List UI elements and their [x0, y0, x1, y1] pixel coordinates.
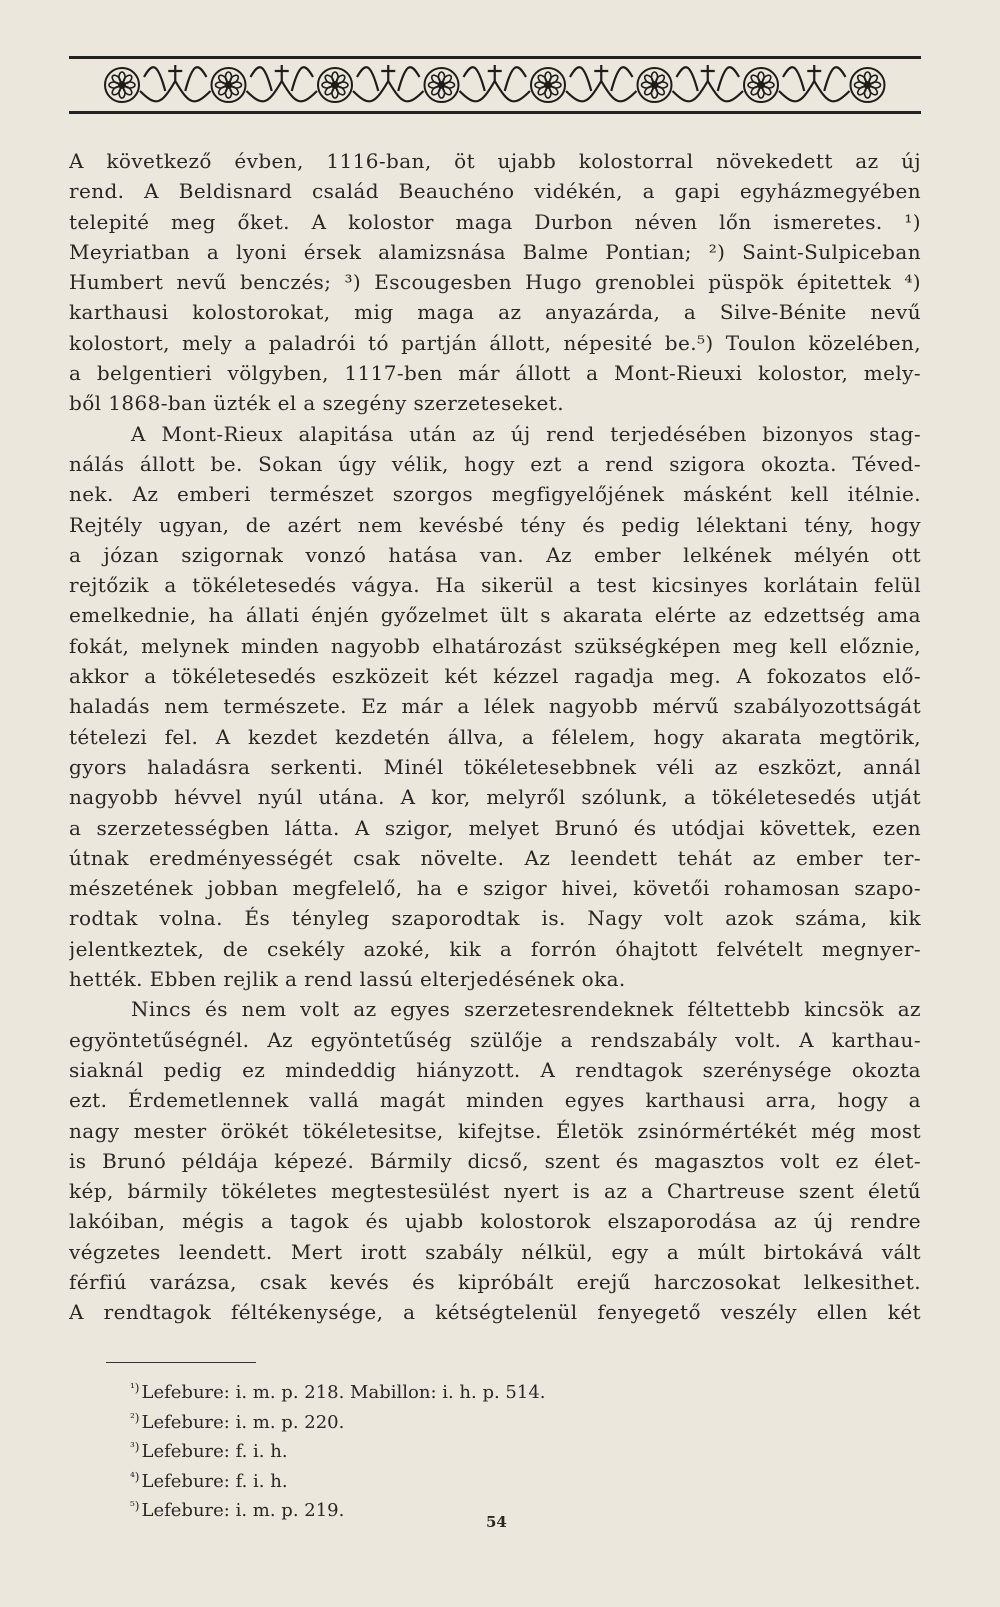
text-line: lakóiban, mégis a tagok és ujabb kolostorok elszaporodása az új rendre: [69, 1209, 921, 1234]
text-line: hették. Ebben rejlik a rend lassú elterjedésének oka.: [69, 967, 626, 992]
text-line: útnak eredményességét csak növelte. Az leendett tehát az ember ter-: [69, 845, 921, 870]
footnote: [130, 1435, 730, 1465]
text-line: Nincs és nem volt az egyes szerzetesrendeknek féltettebb kincsök az: [131, 997, 921, 1022]
text-line: a belgentieri völgyben, 1117-ben már állott a Mont-Rieuxi kolostor, mely-: [69, 361, 921, 386]
rosette-icon: [425, 68, 459, 102]
footnote-mark: ⁴): [130, 1469, 140, 1484]
text-line: egyöntetűségnél. Az egyöntetűség szülője a rendszabály volt. A karthau-: [69, 1027, 921, 1052]
footnote-mark: ⁵): [130, 1499, 140, 1513]
footnote-text: Lefebure: i. m. p. 218. Mabillon: i. h. p. 514.: [141, 1382, 546, 1403]
ornamental-header-border: [69, 56, 921, 114]
scroll-vine-icon: [353, 65, 424, 101]
rosette-icon: [531, 68, 565, 102]
rosette-icon: [318, 68, 352, 102]
text-line: rend. A Beldisnard család Beauchéno vidékén, a gapi egyházmegyében: [69, 179, 921, 204]
text-line: rejtőzik a tökéletesedés vágya. Ha sikerül a test kicsinyes korlátain felül: [69, 573, 921, 598]
rosette-icon: [105, 68, 139, 102]
text-line: nagy mester örökét tökéletesitse, kifejtse. Életök zsinórmértékét még most: [69, 1118, 921, 1143]
text-line: a józan szigornak vonzó hatása van. Az ember lelkének mélyén ott: [69, 542, 921, 567]
footnote: [130, 1494, 730, 1524]
text-line: nek. Az emberi természet szorgos megfigyelőjének másként kell itélnie.: [69, 482, 921, 507]
text-line: jelentkeztek, de csekély azoké, kik a forrón óhajtott felvételt megnyer-: [69, 936, 921, 961]
text-line: kép, bármily tökéletes megtestesülést nyert is az a Chartreuse szent életű: [69, 1179, 921, 1204]
scroll-vine-icon: [779, 65, 850, 101]
text-line: ezt. Érdemetlennek vallá magát minden egyes karthausi arra, hogy a: [69, 1088, 921, 1113]
footnote-text: Lefebure: i. m. p. 220.: [141, 1411, 345, 1433]
scroll-vine-icon: [140, 65, 211, 101]
rosette-icon: [212, 68, 246, 102]
footnote-mark: ¹): [130, 1381, 140, 1395]
footnote-text: Lefebure: i. m. p. 219.: [141, 1500, 345, 1521]
text-line: is Brunó példája képezé. Bármily dicső, szent és magasztos volt ez élet-: [69, 1148, 921, 1173]
footnote-text: Lefebure: f. i. h.: [141, 1441, 288, 1462]
text-line: kolostort, mely a paladrói tó partján állott, népesité be.⁵) Toulon közelében,: [69, 330, 921, 355]
footnotes: [130, 1376, 730, 1524]
text-line: emelkednie, ha állati énjén győzelmet ült s akarata elérte az edzettség ama: [69, 603, 921, 628]
text-line: A rendtagok féltékenysége, a kétségtelenül fenyegető veszély ellen két: [69, 1300, 921, 1325]
page-number: 54: [486, 1513, 507, 1531]
text-line: A Mont-Rieux alapitása után az új rend terjedésében bizonyos stag-: [131, 421, 921, 446]
rosette-icon: [744, 68, 778, 102]
scroll-vine-icon: [460, 65, 531, 101]
text-line: siaknál pedig ez mindeddig hiányzott. A rendtagok szerénysége okozta: [69, 1057, 921, 1082]
text-line: a szerzetességben látta. A szigor, melyet Brunó és utódjai követtek, ezen: [69, 815, 921, 840]
text-line: telepité meg őket. A kolostor maga Durbon néven lőn ismeretes. ¹): [69, 209, 921, 234]
text-line: ből 1868-ban üzték el a szegény szerzeteseket.: [69, 391, 564, 416]
text-line: nagyobb hévvel nyúl utána. A kor, melyről szólunk, a tökéletesedés utját: [69, 785, 921, 810]
scroll-vine-icon: [673, 65, 744, 101]
text-line: férfiú varázsa, csak kevés és kipróbált erejű harczosokat lelkesithet.: [69, 1269, 921, 1294]
scroll-vine-icon: [566, 65, 637, 101]
text-line: A következő évben, 1116-ban, öt ujabb kolostorral növekedett az új: [69, 149, 921, 173]
text-line: fokát, melynek minden nagyobb elhatározást szükségképen meg kell előznie,: [69, 633, 921, 658]
footnote-mark: ³): [130, 1440, 140, 1454]
text-line: rodtak volna. És tényleg szaporodtak is. Nagy volt azok száma, kik: [69, 906, 921, 931]
text-line: nálás állott be. Sokan úgy vélik, hogy ezt a rend szigora okozta. Téved-: [69, 451, 921, 476]
scroll-vine-icon: [247, 65, 318, 101]
text-line: végzetes leendett. Mert irott szabály nélkül, egy a múlt birtokává vált: [69, 1239, 921, 1264]
rosette-icon: [851, 68, 885, 102]
text-line: mészetének jobban megfelelő, ha e szigor hivei, követői rohamosan szapo-: [69, 876, 921, 901]
rosette-icon: [638, 68, 672, 102]
footnote-mark: ²): [130, 1410, 140, 1425]
footnote-text: Lefebure: f. i. h.: [141, 1470, 288, 1492]
ornament-frieze-icon: [69, 59, 921, 111]
text-line: gyors haladásra serkenti. Minél tökéletesebbnek véli az eszközt, annál: [69, 754, 921, 779]
body-text: [69, 146, 921, 1328]
text-line: Rejtély ugyan, de azért nem kevésbé tény és pedig lélektani tény, hogy: [69, 512, 921, 537]
text-line: Meyriatban a lyoni érsek alamizsnása Balme Pontian; ²) Saint-Sulpiceban: [69, 239, 921, 264]
text-line: tételezi fel. A kezdet kezdetén állva, a félelem, hogy akarata megtörik,: [69, 724, 921, 749]
footnote: [130, 1376, 730, 1406]
footnote: [130, 1406, 730, 1436]
text-line: Humbert nevű benczés; ³) Escougesben Hugo grenoblei püspök épitettek ⁴): [69, 270, 921, 295]
text-line: akkor a tökéletesedés eszközeit két kézzel ragadja meg. A fokozatos elő-: [69, 664, 921, 689]
text-line: karthausi kolostorokat, mig maga az anyazárda, a Silve-Bénite nevű: [69, 300, 921, 325]
footnote-divider: [106, 1362, 256, 1363]
text-line: haladás nem természete. Ez már a lélek nagyobb mérvű szabályozottságát: [69, 694, 921, 719]
footnote: [130, 1465, 730, 1495]
